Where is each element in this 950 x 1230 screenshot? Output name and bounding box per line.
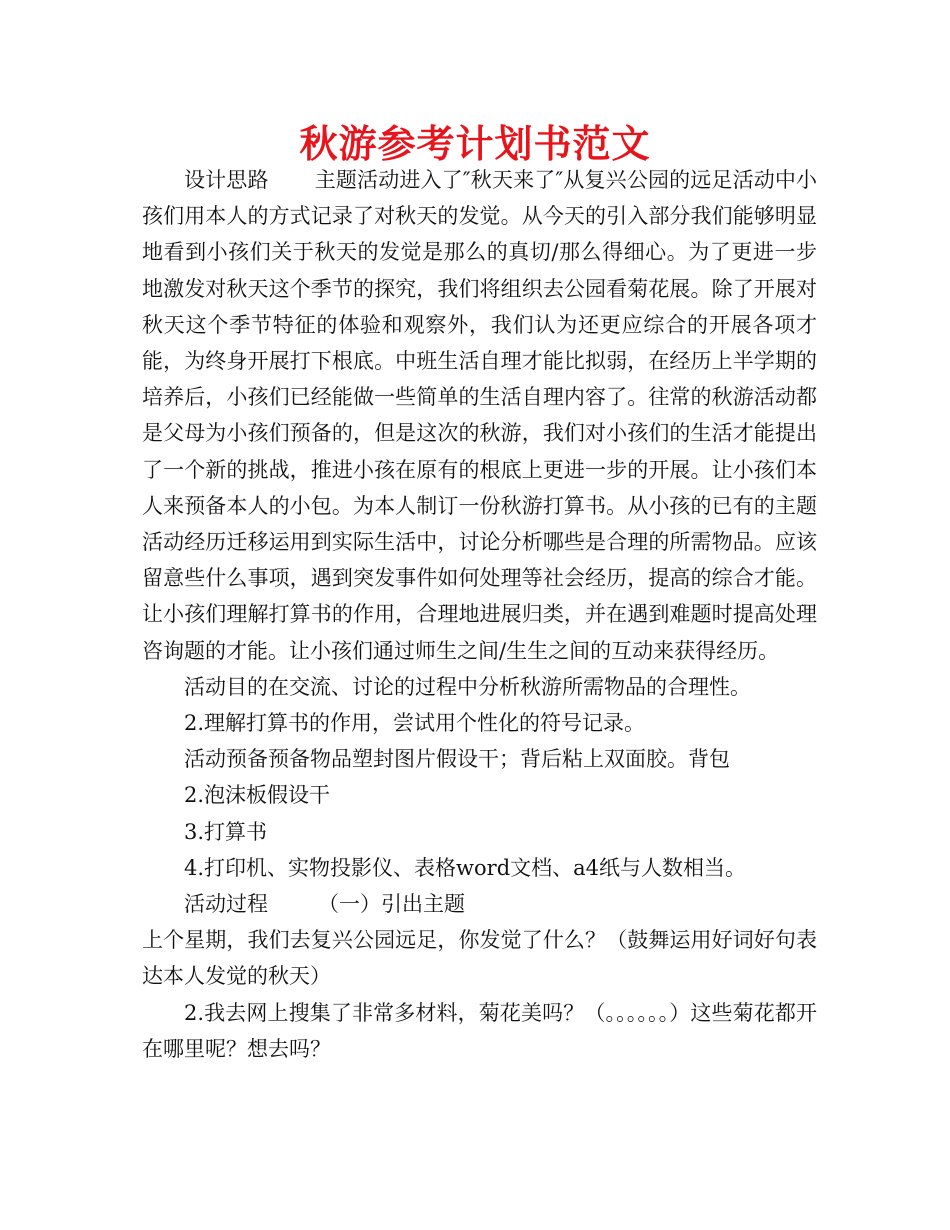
paragraph: 上个星期，我们去复兴公园远足，你发觉了什么？（鼓舞运用好词好句表达本人发觉的秋天）: [142, 928, 817, 989]
paragraph: 2.理解打算书的作用，尝试用个性化的符号记录。: [184, 711, 646, 736]
paragraph: 活动预备预备物品塑封图片假设干；背后粘上双面胶。背包: [184, 747, 730, 772]
document-body: [142, 162, 817, 1067]
paragraph-design-idea: [142, 162, 817, 669]
paragraph: 2.我去网上搜集了非常多材料，菊花美吗？（。。。。。。）这些菊花都开在哪里呢？想去吗？: [142, 1000, 817, 1061]
section-label: 设计思路: [184, 168, 269, 192]
paragraph-text: 主题活动进入了″秋天来了″从复兴公园的远足活动中小孩们用本人的方式记录了对秋天的发觉。从今天的引入部分我们能够明显地看到小孩们关于秋天的发觉是那么的真切/那么得细心。为了更进一步地激发对秋天这个季节的探究，我们将组织去公园看菊花展。除了开展对秋天这个季节特征的体验和观察外，我们认为还更应综合的开展各项才能，为终身开展打下根底。中班生活自理才能比拟弱，在经历上半学期的培养后，小孩们已经能做一些简单的生活自理内容了。往常的秋游活动都是父母为小孩们预备的，但是这次的秋游，我们对小孩们的生活才能提出了一个新的挑战，推进小孩在原有的根底上更进一步的开展。让小孩们本人来预备本人的小包。为本人制订一份秋游打算书。从小孩的已有的主题活动经历迁移运用到实际生活中，讨论分析哪些是合理的所需物品。应该留意些什么事项，遇到突发事件如何处理等社会经历，提高的综合才能。让小孩们理解打算书的作用，合理地进展归类，并在遇到难题时提高处理咨询题的才能。让小孩们通过师生之间/生生之间的互动来获得经历。: [142, 168, 818, 663]
paragraph: 3.打算书: [184, 819, 268, 844]
paragraph: 4.打印机、实物投影仪、表格word文档、a4纸与人数相当。: [184, 855, 747, 880]
paragraph-text: （一）引出主题: [318, 892, 465, 917]
paragraph: 活动目的在交流、讨论的过程中分析秋游所需物品的合理性。: [184, 674, 751, 699]
paragraph: 2.泡沫板假设干: [184, 783, 331, 808]
paragraph-activity-process: [142, 886, 817, 922]
document-title: 秋游参考计划书范文: [299, 122, 651, 166]
section-label: 活动过程: [184, 892, 268, 917]
